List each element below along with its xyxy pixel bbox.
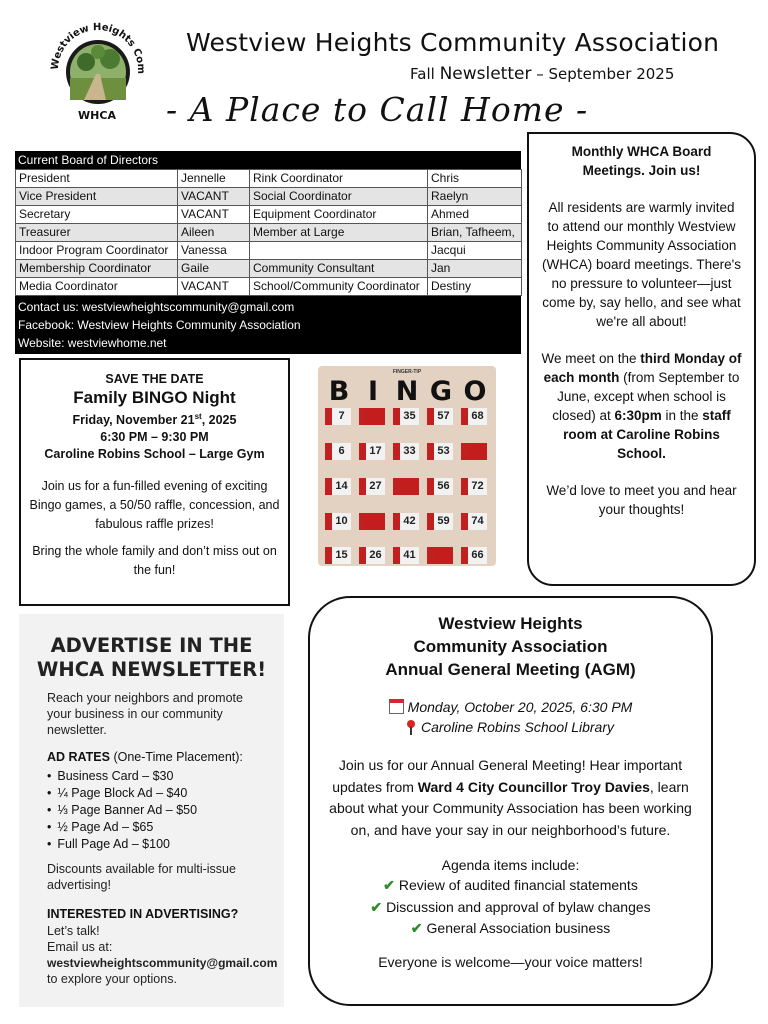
board-table — [15, 169, 522, 296]
bingo-card-image — [318, 366, 496, 566]
board-cell: Chris — [428, 170, 522, 188]
newsletter-subtitle — [410, 64, 674, 84]
board-row — [16, 170, 522, 188]
contact-facebook[interactable]: Facebook: Westview Heights Community Association — [18, 318, 301, 332]
board-heading: Current Board of Directors — [18, 153, 159, 167]
ad-rate-item: • Business Card – $30 — [47, 768, 270, 785]
bingo-cell: 68 — [461, 408, 487, 425]
date-separator: – — [536, 65, 544, 83]
advertise-email[interactable]: westviewheightscommunity@gmail.com — [47, 956, 278, 970]
agm-location: Caroline Robins School Library — [324, 717, 697, 737]
advertise-heading: ADVERTISE IN THE WHCA NEWSLETTER! — [36, 634, 267, 681]
bingo-night-box — [19, 358, 290, 606]
whca-logo — [44, 12, 150, 122]
board-cell: Destiny — [428, 278, 522, 296]
agm-date: Monday, October 20, 2025, 6:30 PM — [324, 697, 697, 717]
bingo-cell: 7 — [325, 408, 351, 425]
calendar-icon — [389, 699, 404, 714]
agm-intro: Join us for our Annual General Meeting! Hear important updates from Ward 4 City Councillor Troy Davies, learn about what your Community Association has been working on, and have your say in our neighborhood’s future. — [329, 757, 692, 838]
ad-rate-item: • ½ Page Ad – $65 — [47, 819, 270, 836]
checkmark-icon: ✔ — [370, 898, 383, 915]
board-row — [16, 206, 522, 224]
agm-agenda-item: ✔ Discussion and approval of bylaw changes — [370, 898, 651, 915]
event-date: Friday, November 21st, 2025 — [72, 412, 237, 428]
bingo-cell — [427, 547, 453, 564]
agm-footer: Everyone is welcome—your voice matters! — [378, 953, 643, 970]
board-cell: Equipment Coordinator — [250, 206, 428, 224]
ad-rates-label: AD RATES (One-Time Placement): — [47, 750, 243, 764]
board-of-directors — [15, 151, 521, 354]
bingo-cell: 74 — [461, 513, 487, 530]
board-cell: Member at Large — [250, 224, 428, 242]
bingo-letter: N — [395, 376, 419, 407]
bingo-cell: 6 — [325, 443, 351, 460]
board-contact — [15, 296, 521, 354]
issue-date: September 2025 — [548, 65, 675, 83]
bingo-letter: G — [429, 376, 453, 407]
bingo-cell: 53 — [427, 443, 453, 460]
board-row — [16, 224, 522, 242]
bingo-cell: 59 — [427, 513, 453, 530]
agm-box — [308, 596, 713, 1006]
bingo-cell: 14 — [325, 478, 351, 495]
agm-items-label: Agenda items include: — [441, 857, 580, 873]
board-cell: VACANT — [178, 278, 250, 296]
advertise-discount: Discounts available for multi-issue advertising! — [47, 862, 236, 892]
bingo-cell: 33 — [393, 443, 419, 460]
bingo-cell: 42 — [393, 513, 419, 530]
board-cell: Aileen — [178, 224, 250, 242]
meetings-heading: Monthly WHCA Board Meetings. Join us! — [571, 144, 712, 178]
bingo-card-header: FINGER-TIP — [392, 369, 422, 375]
bingo-cell — [359, 513, 385, 530]
advertise-contact: Let’s talk! Email us at: westviewheightscommunity@gmail.com to explore your options. — [47, 924, 278, 986]
board-row — [16, 260, 522, 278]
board-meetings-box — [527, 132, 756, 586]
event-place: Caroline Robins School – Large Gym — [44, 447, 265, 462]
save-the-date: SAVE THE DATE — [105, 372, 204, 386]
meetings-invite: All residents are warmly invited to attend our monthly Westview Heights Community Association (WHCA) board meetings. There's no pressure to volunteer—just come by, say hello, and see what we're all about! — [542, 200, 741, 329]
agm-agenda-item: ✔ General Association business — [410, 920, 611, 936]
board-cell: Social Coordinator — [250, 188, 428, 206]
board-cell: Treasurer — [16, 224, 178, 242]
board-cell: Jan — [428, 260, 522, 278]
logo-abbr: WHCA — [78, 109, 116, 122]
season: Fall — [410, 65, 435, 83]
bingo-cell: 35 — [393, 408, 419, 425]
bingo-cell: 27 — [359, 478, 385, 495]
advertise-interested: INTERESTED IN ADVERTISING? — [47, 907, 239, 921]
meetings-closing: We’d love to meet you and hear your thoughts! — [546, 483, 737, 517]
board-cell: Jacqui — [428, 242, 522, 260]
agm-items — [324, 875, 697, 940]
bingo-cell: 26 — [359, 547, 385, 564]
event-name: Family BINGO Night — [73, 388, 236, 407]
bingo-cell: 66 — [461, 547, 487, 564]
board-cell: Membership Coordinator — [16, 260, 178, 278]
bingo-letter: I — [367, 376, 379, 407]
event-invite: Bring the whole family and don’t miss out on the fun! — [32, 544, 277, 578]
board-cell: Brian, Tafheem, — [428, 224, 522, 242]
bingo-cell — [393, 478, 419, 495]
checkmark-icon: ✔ — [383, 877, 395, 893]
bingo-cell — [461, 443, 487, 460]
bingo-cell: 15 — [325, 547, 351, 564]
board-cell: Ahmed — [428, 206, 522, 224]
board-cell: Gaile — [178, 260, 250, 278]
bingo-cell: 57 — [427, 408, 453, 425]
board-row — [16, 242, 522, 260]
board-cell: Rink Coordinator — [250, 170, 428, 188]
bingo-cell — [359, 408, 385, 425]
bingo-cell: 72 — [461, 478, 487, 495]
board-cell: Raelyn — [428, 188, 522, 206]
agm-details — [324, 697, 697, 737]
agm-agenda-item: ✔ Review of audited financial statements — [383, 877, 638, 893]
tagline: - A Place to Call Home - — [166, 90, 589, 129]
bingo-cell: 56 — [427, 478, 453, 495]
board-cell: Vice President — [16, 188, 178, 206]
bingo-cell: 10 — [325, 513, 351, 530]
ad-rates-list — [47, 768, 270, 853]
advertise-intro: Reach your neighbors and promote your business in our community newsletter. — [47, 691, 243, 737]
board-cell: VACANT — [178, 188, 250, 206]
board-row — [16, 188, 522, 206]
board-cell: Community Consultant — [250, 260, 428, 278]
board-cell: Jennelle — [178, 170, 250, 188]
ad-rate-item: • ¼ Page Block Ad – $40 — [47, 785, 270, 802]
board-cell: Secretary — [16, 206, 178, 224]
advertise-panel — [19, 614, 284, 1007]
bingo-letter: B — [328, 376, 350, 407]
checkmark-icon: ✔ — [410, 920, 423, 936]
board-row — [16, 278, 522, 296]
agm-heading: Westview Heights Community Association Annual General Meeting (AGM) — [385, 614, 636, 679]
map-pin-icon — [407, 720, 415, 728]
contact-website[interactable]: Website: westviewhome.net — [18, 336, 167, 350]
newsletter-title: Westview Heights Community Association — [186, 28, 720, 57]
meetings-schedule: We meet on the third Monday of each month (from September to June, except when school is closed) at 6:30pm in the staff room at Caroline Robins School. — [541, 351, 742, 461]
event-description: Join us for a fun-filled evening of exciting Bingo games, a 50/50 raffle, concession, and fabulous raffle prizes! — [29, 479, 280, 532]
event-time: 6:30 PM – 9:30 PM — [100, 430, 209, 445]
bingo-cell: 17 — [359, 443, 385, 460]
board-cell — [250, 242, 428, 260]
bingo-cell: 41 — [393, 547, 419, 564]
contact-email[interactable]: Contact us: westviewheightscommunity@gmail.com — [18, 300, 295, 314]
newsletter-word: Newsletter — [439, 64, 532, 84]
board-cell: President — [16, 170, 178, 188]
board-cell: School/Community Coordinator — [250, 278, 428, 296]
ad-rate-item: • ⅓ Page Banner Ad – $50 — [47, 802, 270, 819]
board-cell: Vanessa — [178, 242, 250, 260]
bingo-letter: O — [463, 376, 487, 407]
board-cell: VACANT — [178, 206, 250, 224]
board-cell: Indoor Program Coordinator — [16, 242, 178, 260]
logo-ring-text: Westview Heights Com — [49, 21, 147, 75]
ad-rate-item: • Full Page Ad – $100 — [47, 836, 270, 853]
board-cell: Media Coordinator — [16, 278, 178, 296]
